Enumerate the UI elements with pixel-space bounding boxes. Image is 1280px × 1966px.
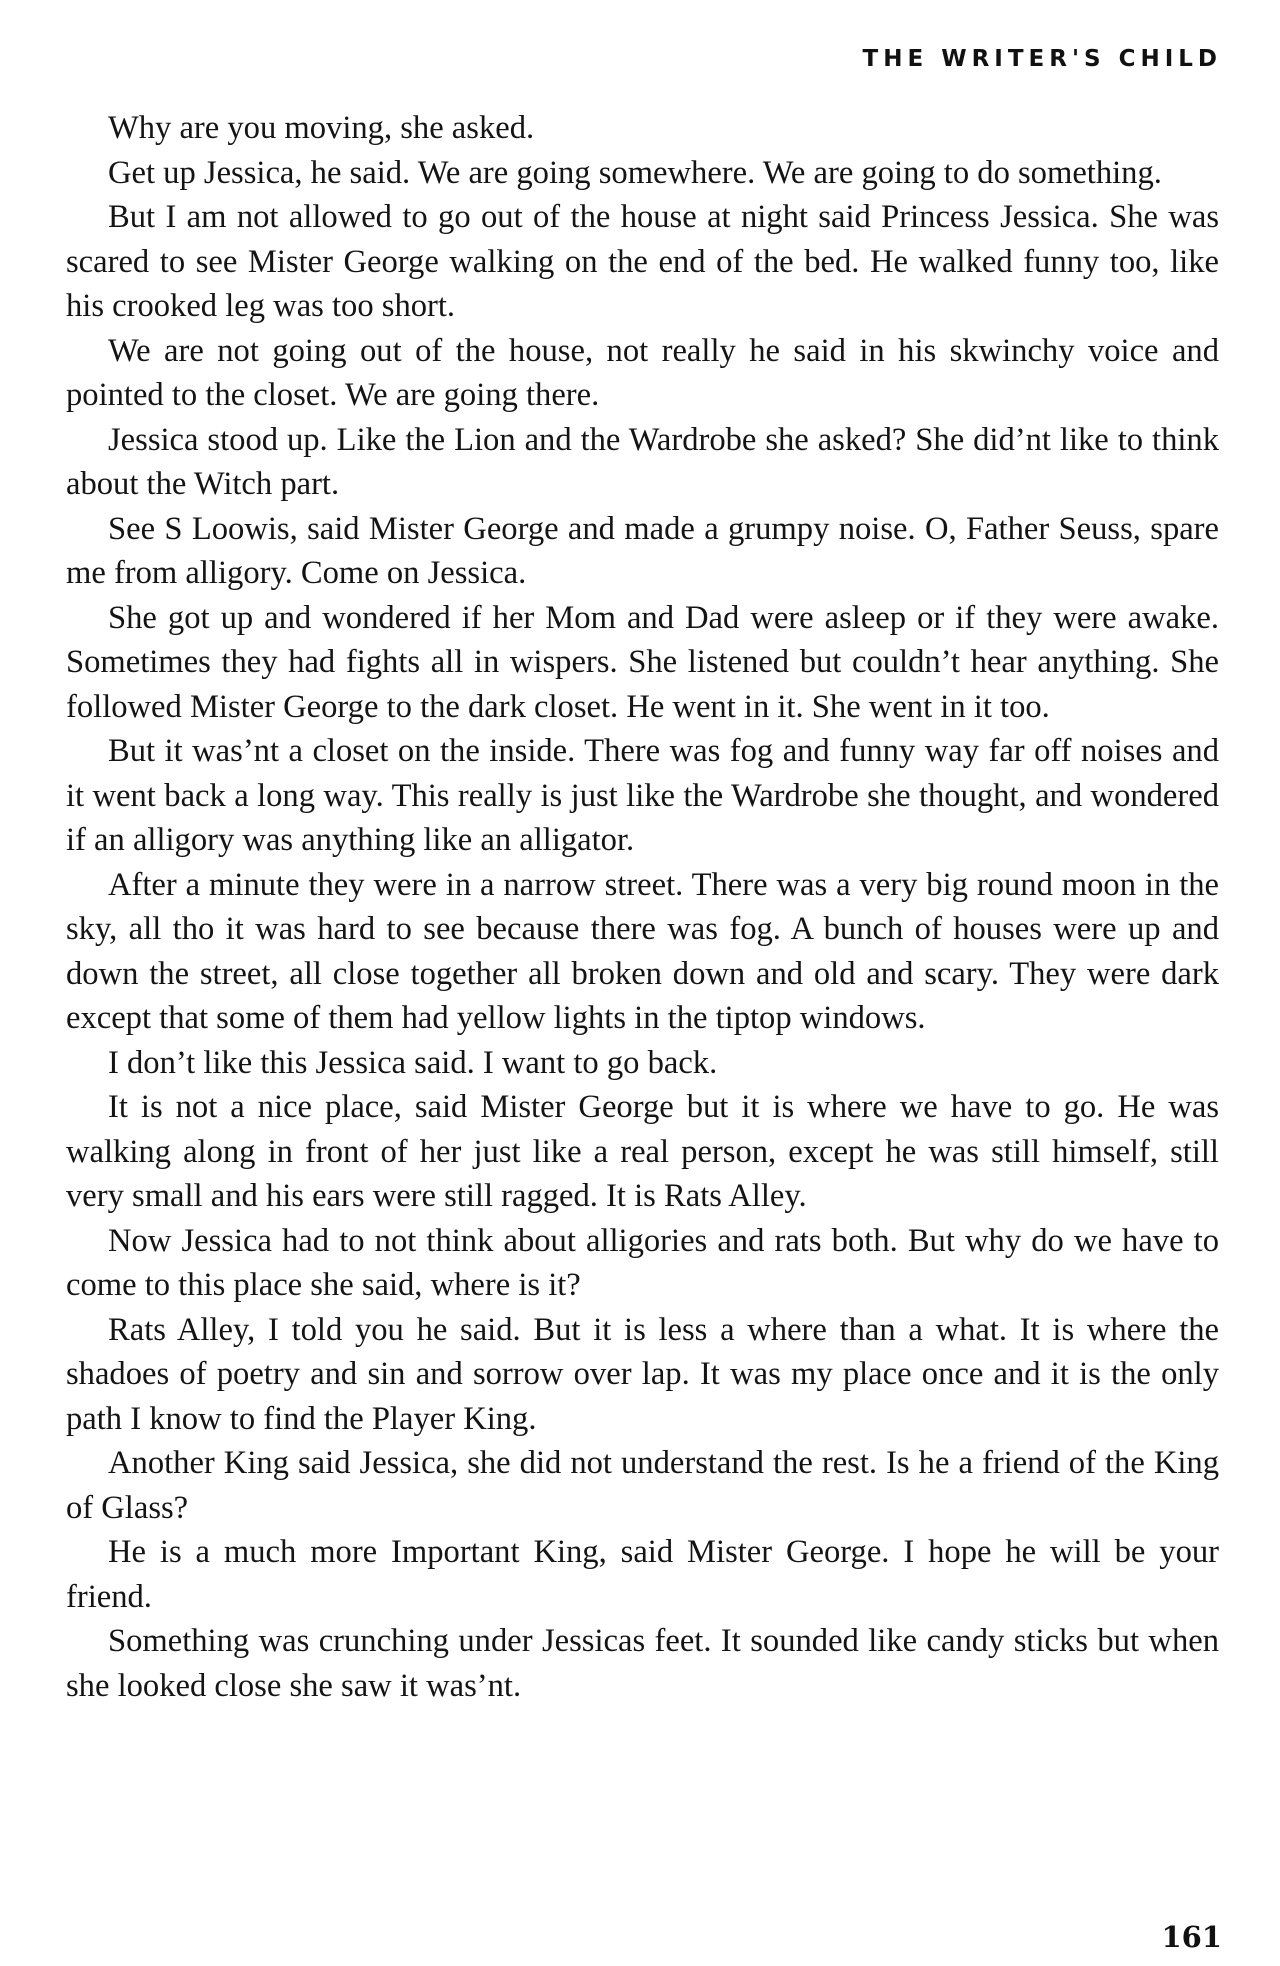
paragraph: Why are you moving, she asked. [108, 110, 535, 146]
paragraph: I don’t like this Jessica said. I want to go back. [108, 1044, 718, 1081]
paragraph: Get up Jessica, he said. We are going somewhere. We are going to do something. [108, 154, 1162, 191]
page-number: 161 [1161, 1920, 1222, 1954]
paragraph: We are not going out of the house, not really he said in his skwinchy voice and pointed to the closet. We are going there. [66, 332, 1219, 413]
paragraph: It is not a nice place, said Mister George but it is where we have to go. He was walking along in front of her just like a real person, except he was still himself, still very small and his ears were still ragged. It is Rats Alley. [66, 1089, 1219, 1214]
paragraph: He is a much more Important King, said Mister George. I hope he will be your friend. [66, 1534, 1219, 1615]
paragraph: Jessica stood up. Like the Lion and the Wardrobe she asked? She did’nt like to think about the Witch part. [66, 421, 1219, 502]
paragraph: She got up and wondered if her Mom and Dad were asleep or if they were awake. Sometimes they had fights all in wispers. She listened but couldn’t hear anything. She followed Mister George to the dark closet. He went in it. She went in it too. [66, 599, 1219, 725]
paragraph: Another King said Jessica, she did not understand the rest. Is he a friend of the King of Glass? [66, 1445, 1219, 1526]
paragraph: See S Loowis, said Mister George and made a grumpy noise. O, Father Seuss, spare me from alligory. Come on Jessica. [66, 510, 1219, 591]
paragraph: Something was crunching under Jessicas feet. It sounded like candy sticks but when she looked close she saw it was’nt. [66, 1623, 1219, 1704]
paragraph: But I am not allowed to go out of the house at night said Princess Jessica. She was scared to see Mister George walking on the end of the bed. He walked funny too, like his crooked leg was too short. [66, 199, 1219, 324]
paragraph: Rats Alley, I told you he said. But it is less a where than a what. It is where the shadoes of poetry and sin and sorrow over lap. It was my place once and it is the only path I know to find the Player King. [66, 1311, 1219, 1437]
running-head: THE WRITER'S CHILD [862, 46, 1222, 72]
paragraph: But it was’nt a closet on the inside. There was fog and funny way far off noises and it went back a long way. This really is just like the Wardrobe she thought, and wondered if an alligory was anything like an alligator. [66, 733, 1219, 858]
paragraph: Now Jessica had to not think about alligories and rats both. But why do we have to come to this place she said, where is it? [66, 1222, 1219, 1303]
body-text [66, 106, 1219, 1708]
paragraph: After a minute they were in a narrow street. There was a very big round moon in the sky, all tho it was hard to see because there was fog. A bunch of houses were up and down the street, all close together all broken down and old and scary. They were dark except that some of them had yellow lights in the tiptop windows. [66, 866, 1219, 1036]
